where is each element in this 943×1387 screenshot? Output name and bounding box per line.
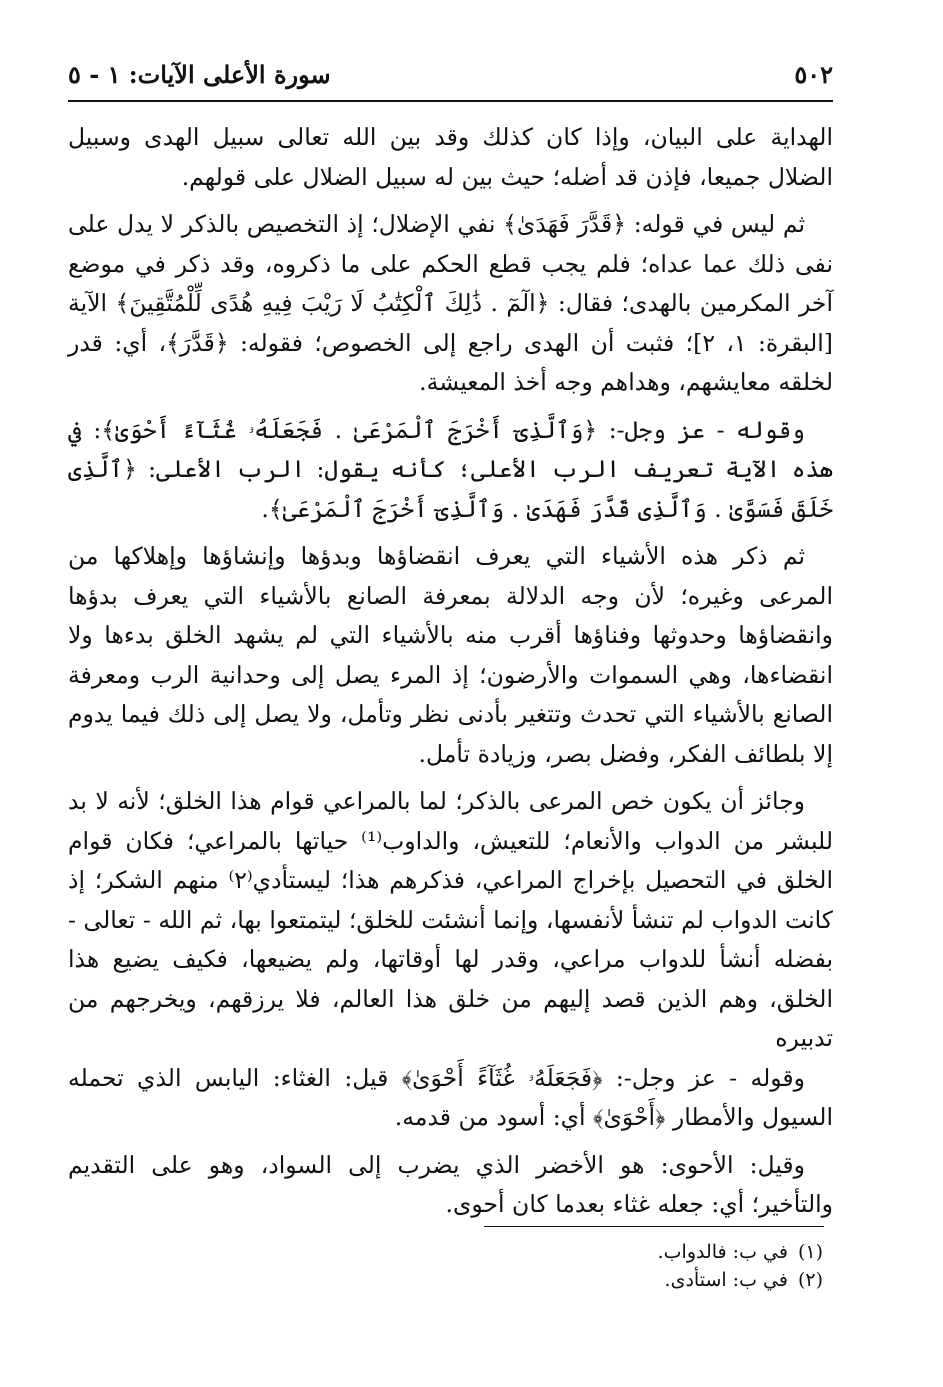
footnote-number: (٢) [797, 1269, 823, 1291]
page-number: ٥٠٢ [794, 60, 833, 89]
footnotes [323, 1238, 823, 1294]
running-title: سورة الأعلى الآيات: ١ - ٥ [68, 60, 331, 89]
paragraph: الهداية على البيان، وإذا كان كذلك وقد بين الله تعالى سبيل الهدى وسبيل الضلال جميعا، فإذن قد أضله؛ حيث بين له سبيل الضلال على قولهم. [68, 123, 833, 191]
paragraph: وجائز أن يكون خص المرعى بالذكر؛ لما بالمراعي قوام هذا الخلق؛ لأنه لا بد للبشر من الدواب والأنعام؛ للتعيش، والداوب⁽¹⁾ حياتها بالمراعي؛ فكان قوام الخلق في التحصيل بإخراج المراعي، فذكرهم هذا؛ ليستأدي⁽٢⁾ منهم الشكر؛ إذ كانت الدواب لم تنشأ لأنفسها، وإنما أنشئت للخلق؛ ليتمتعوا بها، ثم الله - تعالى - بفضله أنشأ للدواب مراعي، وقدر لها أوقاتها، ولم يضيعها، فكيف يضيع هذا الخلق، وهم الذين قصد إليهم من خلق هذا العالم، فلا يرزقهم، ويخرجهم من تدبيره [68, 787, 833, 1052]
page-header [68, 58, 833, 98]
paragraph: وقوله - عز وجل-: ﴿وَٱلَّذِىٓ أَخْرَجَ ٱلْمَرْعَىٰ . فَجَعَلَهُۥ غُثَآءً أَحْوَىٰ﴾: في هذه الآية تعريف الرب الأعلى؛ كأنه يقول: الرب الأعلى: ﴿ٱلَّذِى خَلَقَ فَسَوَّىٰ . وَٱلَّذِى قَدَّرَ فَهَدَىٰ . وَٱلَّذِىٓ أَخْرَجَ ٱلْمَرْعَىٰ﴾. [68, 415, 833, 523]
paragraph: وقوله - عز وجل-: ﴿فَجَعَلَهُۥ غُثَآءً أَحْوَىٰ﴾ قيل: الغثاء: اليابس الذي تحمله السيول والأمطار ﴿أَحْوَىٰ﴾ أي: أسود من قدمه. [68, 1063, 833, 1131]
footnote-divider [484, 1226, 824, 1227]
footnote-text: في ب: فالدواب. [657, 1241, 788, 1263]
footnote [323, 1238, 823, 1266]
paragraph: ثم ليس في قوله: ﴿قَدَّرَ فَهَدَىٰ﴾ نفي الإضلال؛ إذ التخصيص بالذكر لا يدل على نفى ذلك عما عداه؛ فلم يجب قطع الحكم على ما ذكروه، وقد ذكر في موضع آخر المكرمين بالهدى؛ فقال: ﴿الٓمٓ . ذَٰلِكَ ٱلْكِتَٰبُ لَا رَيْبَ فِيهِ هُدًى لِّلْمُتَّقِينَ﴾ الآية [البقرة: ١، ٢]؛ فثبت أن الهدى راجع إلى الخصوص؛ فقوله: ﴿قَدَّرَ﴾، أي: قدر لخلقه معايشهم، وهداهم وجه أخذ المعيشة. [68, 210, 833, 396]
paragraph: ثم ذكر هذه الأشياء التي يعرف انقضاؤها وبدؤها وإنشاؤها وإهلاكها من المرعى وغيره؛ لأن وجه الدلالة بمعرفة الصانع بالأشياء التي يعرف بدؤها وانقضاؤها وحدوثها وفناؤها أقرب منه بالأشياء التي لم يشهد الخلق بدءها ولا انقضاءها، وهي السموات والأرضون؛ إذ المرء يصل إلى وحدانية الرب ومعرفة الصانع بالأشياء التي تحدث وتتغير بأدنى نظر وتأمل، ولا يصل إلى ذلك فيما يدوم إلا بلطائف الفكر، وفضل بصر، وزيادة تأمل. [68, 542, 833, 768]
main-text [68, 118, 833, 1225]
footnote [323, 1266, 823, 1294]
paragraph: وقيل: الأحوى: هو الأخضر الذي يضرب إلى السواد، وهو على التقديم والتأخير؛ أي: جعله غثاء بعدما كان أحوى. [68, 1150, 833, 1218]
header-divider [68, 100, 833, 102]
footnote-number: (١) [797, 1241, 823, 1263]
footnote-text: في ب: استأدى. [664, 1269, 788, 1291]
